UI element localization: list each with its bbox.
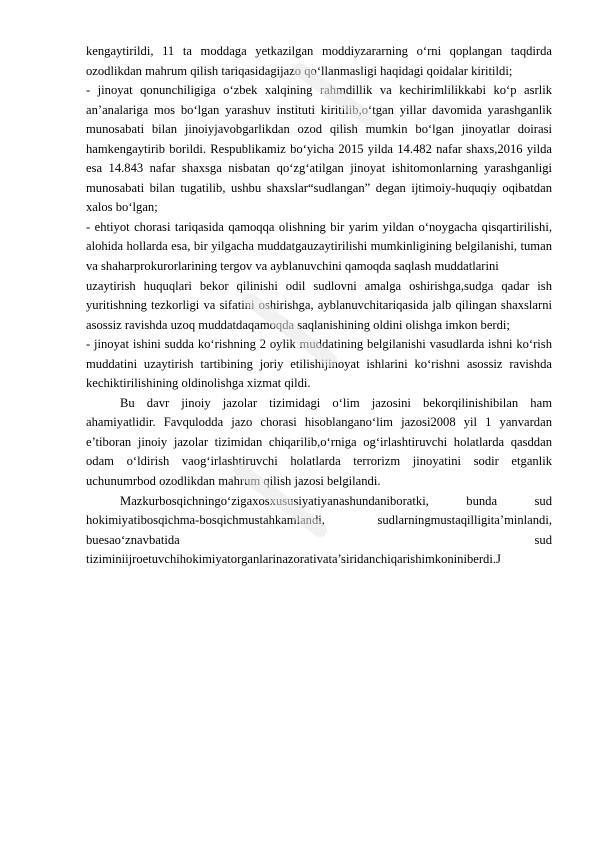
paragraph-7: Mazkurbosqichningo‘zigaxosxususiyatiyanashundaniboratki, bunda sud hokimiyatibosqichma-bosqichmustahkamlandi, sudlarningmustaqilligita’minlandi, buesao‘znavbatida sud tiziminiijroetuvchihokimiyatorganlarinazorativata’siridanchiqarishimkoniniberdi.J	[86, 493, 552, 567]
paragraph-1: kengaytirildi, 11 ta moddaga yetkazilgan moddiyzararning o‘rni qoplangan taqdirda ozodlikdan mahrum qilish tariqasidagijazo qo‘llanmasligi haqidagi qoidalar kiritildi;	[86, 44, 552, 78]
paragraph-4: uzaytirish huquqlari bekor qilinishi odil sudlovni amalga oshirishga,sudga qadar ish yuritishning tezkorligi va sifatini oshirishga, ayblanuvchitariqasida jalb qilingan shaxslarni asossiz ravishda uzoq muddatdaqamoqda saqlanishining oldini olishga imkon berdi;	[86, 278, 552, 332]
paragraph-2: - jinoyat qonunchiligiga o‘zbek xalqining rahmdillik va kechirimlilikkabi ko‘p asrlik an’analariga mos bo‘lgan yarashuv instituti kiritilib,o‘tgan yillar davomida yarashganlik munosabati bilan jinoiyjavobgarlikdan ozod qilish mumkin bo‘lgan jinoyatlar doirasi hamkengaytirib borildi. Respublikamiz bo‘yicha 2015 yilda 14.482 nafar shaxs,2016 yilda esa 14.843 nafar shaxsga nisbatan qo‘zg‘atilgan jinoyat ishitomonlarning yarashganligi munosabati bilan tugatilib, ushbu shaxslar“sudlangan” degan ijtimoiy-huquqiy oqibatdan xalos bo‘lgan;	[86, 83, 552, 215]
paragraph-6: Bu davr jinoiy jazolar tizimidagi o‘lim jazosini bekorqilinishibilan ham ahamiyatlidir. Favqulodda jazo chorasi hisoblangano‘lim jazosi2008 yil 1 yanvardan e’tiboran jinoiy jazolar tizimidan chiqarilib,o‘rniga og‘irlashtiruvchi holatlarda qasddan odam o‘ldirish vaog‘irlashtiruvchi holatlarda terrorizm jinoyatini sodir etganlik uchunumrbod ozodlikdan mahrum qilish jazosi belgilandi.	[86, 395, 552, 489]
paragraph-5: - jinoyat ishini sudda ko‘rishning 2 oylik muddatining belgilanishi vasudlarda ishni ko‘rish muddatini uzaytirish tartibining joriy etilishijinoyat ishlarini ko‘rishni asossiz ravishda kechiktirilishining oldinolishga xizmat qildi.	[86, 337, 552, 391]
document-page	[86, 42, 552, 570]
paragraph-3: - ehtiyot chorasi tariqasida qamoqqa olishning bir yarim yildan o‘noygacha qisqartirilishi, alohida hollarda esa, bir yilgacha muddatgauzaytirilishi mumkinligining belgilanishi, tuman va shaharprokurorlarining tergov va ayblanuvchini qamoqda saqlash muddatlarini	[86, 219, 552, 274]
